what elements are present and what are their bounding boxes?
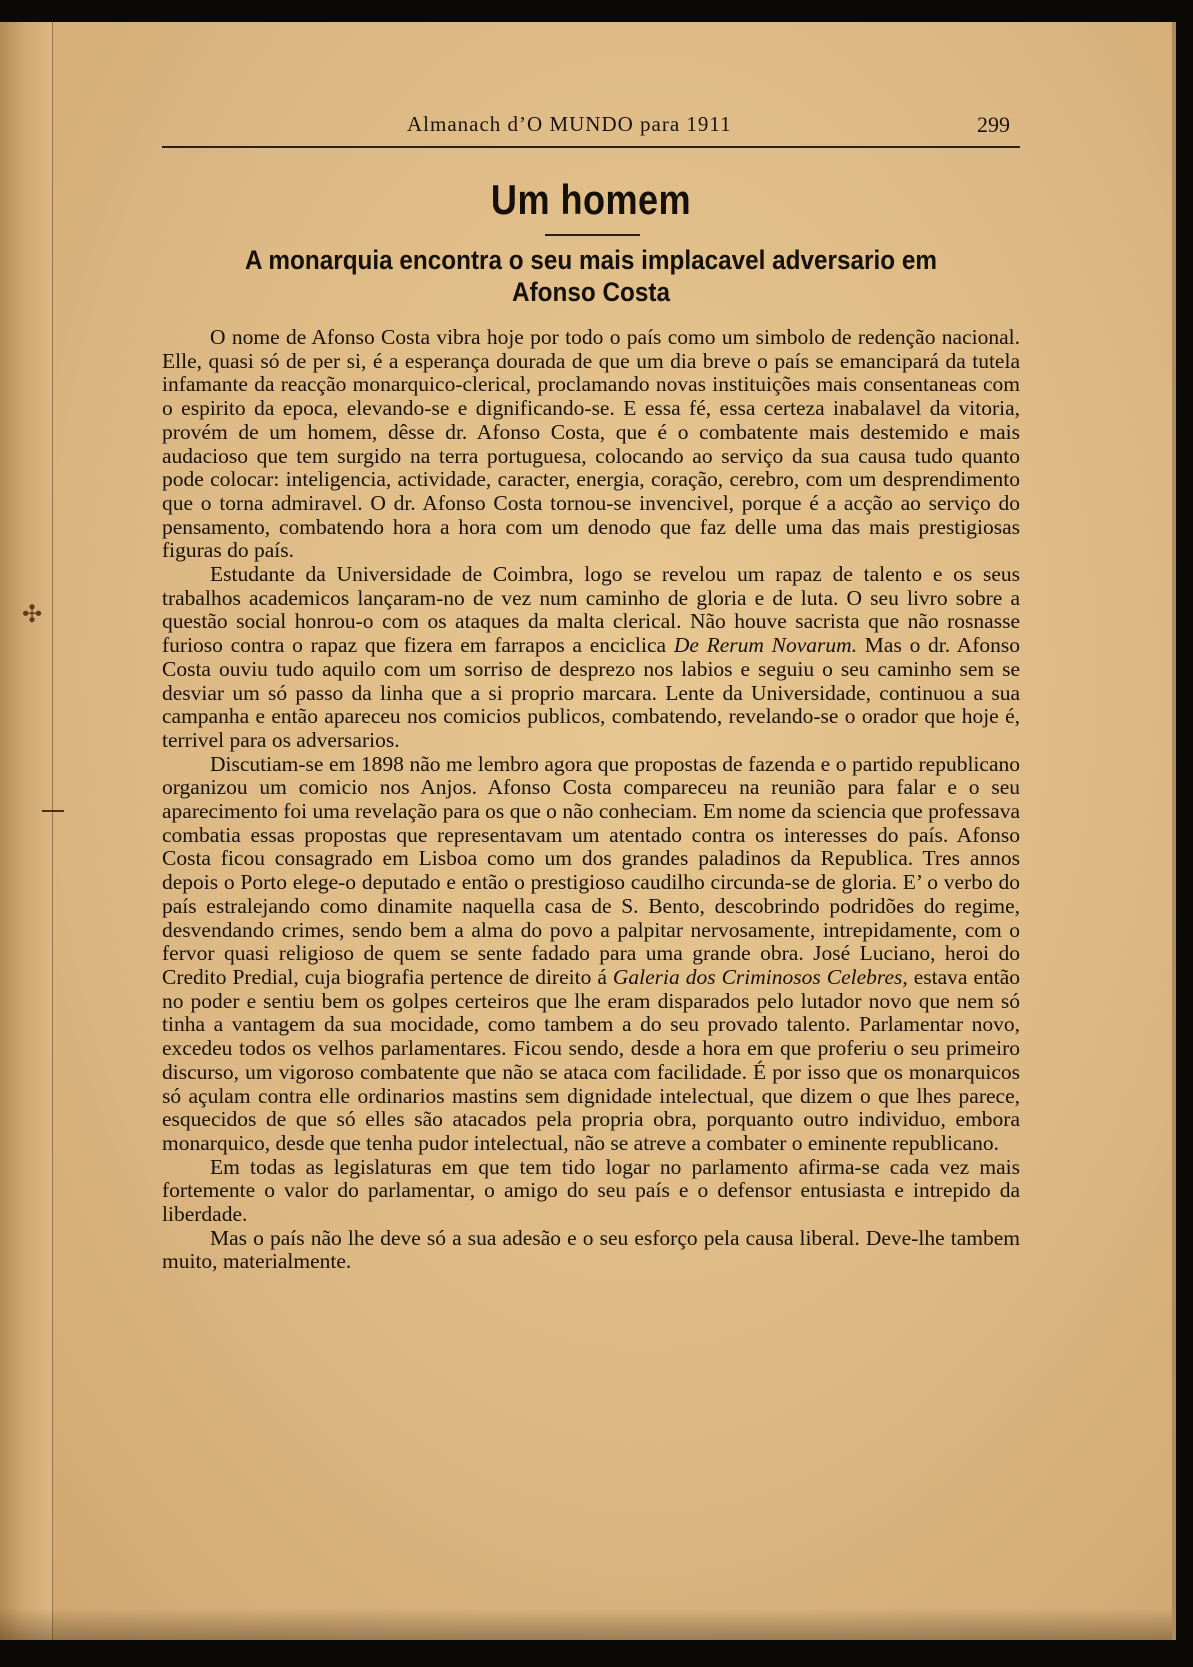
paragraph-2-text-a: Estudante da Universidade de Coimbra, logo se revelou um rapaz de talento e os seus trabalhos academicos lançaram-no de vez num caminho de gloria e de luta. O seu livro sobre a questão social honrou-o com os ataques da malta clerical. Não houve sacrista que não rosnasse furioso contra o rapaz que fizera em farrapos a enciclica bbox=[162, 562, 1020, 658]
running-title: Almanach d’O MUNDO para 1911 bbox=[407, 112, 732, 136]
gallery-title: Galeria dos Criminosos Celebres, bbox=[612, 964, 908, 989]
page-bottom-shadow bbox=[0, 1608, 1172, 1640]
article-subtitle: A monarquia encontra o seu mais implacavel adversario em Afonso Costa bbox=[245, 245, 937, 307]
margin-tick bbox=[42, 810, 64, 812]
paragraph-1: O nome de Afonso Costa vibra hoje por todo o país como um simbolo de redenção nacional. Elle, quasi só de per si, é a esperança dourada de que um dia breve o país se emancipará da tutela infamante da reacção monarquico-clerical, proclamando novas instituições mais consentaneas com o espirito da epoca, elevando-se e dignificando-se. E essa fé, essa certeza inabalavel da vitoria, provém de um homem, dêsse dr. Afonso Costa, que é o combatente mais destemido e mais audacioso que tem surgido na terra portuguesa, colocando ao serviço da sua causa tudo quanto pode colocar: inteligencia, actividade, caracter, energia, coração, cerebro, com um desprendimento que o torna admiravel. O dr. Afonso Costa tornou-se invencivel, porque é a acção ao serviço do pensamento, combatendo hora a hora com um denodo que faz delle uma das mais prestigiosas figuras do país. bbox=[162, 325, 1020, 563]
paragraph-4: Em todas as legislaturas em que tem tido logar no parlamento afirma-se cada vez mais fortemente o valor do parlamentar, o amigo do seu país e o defensor entusiasta e intrepido da liberdade. bbox=[162, 1154, 1020, 1227]
paragraph-5: Mas o país não lhe deve só a sua adesão e o seu esforço pela causa liberal. Deve-lhe tambem muito, materialmente. bbox=[162, 1225, 1020, 1274]
title-rule bbox=[545, 234, 640, 236]
paragraph-3 bbox=[162, 753, 1020, 1156]
margin-mark: ✣ bbox=[22, 600, 43, 628]
paragraph-2 bbox=[162, 563, 1020, 753]
binding-edge bbox=[0, 22, 53, 1640]
paragraph-3-text-b: estava então no poder e sentiu bem os golpes certeiros que lhe eram disparados pelo lutador novo que nem só tinha a vantagem da sua mocidade, como tambem a do seu provado talento. Parlamentar novo, excedeu todos os velhos parlamentares. Ficou sendo, desde a hora em que proferiu o seu primeiro discurso, um vigoroso combatente que não se ataca com facilidade. É por isso que os monarquicos só açulam contra elle ordinarios mastins sem dignidade intelectual, que dizem o que lhes parece, esquecidos de que só elles são atacados pela propria obra, porquanto outro individuo, embora monarquico, desde que tenha pudor intelectual, não se atreve a combater o eminente republicano. bbox=[162, 964, 1021, 1155]
paragraph-3-text-a: Discutiam-se em 1898 não me lembro agora que propostas de fazenda e o partido republicano organizou um comicio nos Anjos. Afonso Costa compareceu na reunião para falar e o seu aparecimento foi uma revelação para os que o não conheciam. Em nome da sciencia que professava combatia essas propostas que representavam um atentado contra os interesses do país. Afonso Costa ficou consagrado em Lisboa como um dos grandes paladinos da Republica. Tres annos depois o Porto elege-o deputado e então o prestigioso caudilho circunda-se de gloria. E’ o verbo do país estralejando como dinamite naquella casa de S. Bento, descobrindo podridões do regime, desvendando crimes, sendo bem a alma do povo a palpitar nervosamente, intrepidamente, com o fervor quasi religioso de quem se sente fadado para uma grande obra. José Luciano, heroi do Credito Predial, cuja biografia pertence de direito á bbox=[162, 751, 1020, 989]
header-rule bbox=[162, 146, 1020, 148]
paragraph-2-text-b: Mas o dr. Afonso Costa ouviu tudo aquilo com um sorriso de desprezo nos labios e seguiu o seu caminho sem se desviar um só passo da linha que a si proprio marcara. Lente da Universidade, continuou a sua campanha e então apareceu nos comicios publicos, combatendo, revelando-se o orador que hoje é, terrivel para os adversarios. bbox=[162, 633, 1020, 752]
article-title: Um homem bbox=[490, 176, 692, 223]
page-number: 299 bbox=[977, 112, 1010, 137]
article-body bbox=[162, 326, 1020, 1274]
encyclical-title: De Rerum Novarum. bbox=[673, 633, 858, 658]
